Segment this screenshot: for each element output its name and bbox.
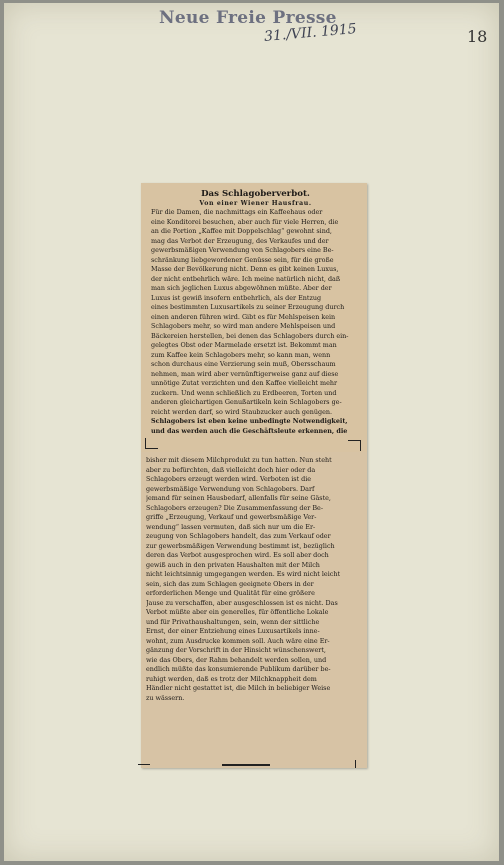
text-line: Schlagobers erzeugen? Die Zusammenfassung der Be-	[146, 503, 323, 512]
newspaper-masthead: Neue Freie Presse	[159, 8, 337, 28]
text-line: zuckern. Und wenn schließlich zu Erdbeeren, Torten und	[151, 388, 337, 397]
text-line: eines bestimmten Luxusartikels zu seiner Erzeugung durch	[151, 303, 345, 311]
text-line: nicht leichtsinnig umgegangen werden. Es wird nicht leicht	[146, 570, 341, 578]
text-line: bisher mit diesem Milchprodukt zu tun hatten. Nun steht	[146, 456, 332, 464]
text-line: sein, sich das zum Schlagen geeignete Obers in der	[146, 579, 314, 588]
text-line: gewiß auch in den privaten Haushalten mit der Milch	[146, 560, 320, 569]
handwritten-date: 31./VII. 1915	[263, 20, 358, 46]
text-line: Bäckereien herstellen, bei denen das Schlagobers durch ein-	[151, 331, 349, 340]
text-line: gänzung der Vorschrift in der Hinsicht wünschenswert,	[146, 646, 326, 654]
text-line: schränkung liebgewordener Genüsse sein, für die große	[151, 255, 334, 264]
text-line: Händler nicht gestattet ist, die Milch in beliebiger Weise	[146, 684, 331, 692]
text-line: aber zu befürchten, daß vielleicht doch hier oder da	[146, 465, 316, 474]
text-line: zur gewerbsmäßigen Verwendung bestimmt ist, bezüglich	[146, 541, 335, 550]
text-line: wendung“ lassen vermuten, daß sich nur um die Er-	[146, 522, 316, 531]
end-mark-left	[138, 764, 150, 766]
newspaper-clipping	[141, 183, 367, 768]
text-line: der nicht entbehrlich wäre. Ich meine natürlich nicht, daß	[151, 274, 341, 283]
text-line: nehmen, man wird aber vernünftigerweise ganz auf diese	[151, 369, 339, 378]
text-line: endlich müßte das konsumierende Publikum darüber be-	[146, 665, 331, 673]
text-line: einen anderen führen wird. Gibt es für Mehlspeisen kein	[151, 312, 336, 321]
text-line: an die Portion „Kaffee mit Doppelschlag“ gewohnt sind,	[151, 227, 332, 235]
text-line: Für die Damen, die nachmittags ein Kaffeehaus oder	[151, 208, 323, 216]
article-end-rule	[222, 764, 270, 766]
text-line: Schlagobers erzeugt werden wird. Verboten ist die	[146, 475, 312, 483]
text-line: erforderlichen Menge und Qualität für eine größere	[146, 589, 315, 597]
text-line: mag das Verbot der Erzeugung, des Verkaufes und der	[151, 236, 329, 245]
text-line: gewerbsmäßigen Verwendung von Schlagobers eine Be-	[151, 246, 334, 254]
clipping-part-two	[141, 452, 367, 768]
text-line: Schlagobers mehr, so wird man andere Mehlspeisen und	[151, 322, 336, 330]
article-column-one	[151, 208, 360, 417]
text-line: Schlagobers ist eben keine unbedingte Notwendigkeit,	[151, 417, 348, 425]
text-line: unnötige Zutat verzichten und den Kaffee vielleicht mehr	[151, 379, 338, 387]
text-line: reicht werden darf, so wird Staubzucker auch genügen.	[151, 407, 333, 416]
article-column-two	[146, 456, 360, 703]
text-line: schon durchaus eine Verzierung sein muß, Obersschaum	[151, 360, 336, 368]
text-line: Verbot müßte aber ein generelles, für öffentliche Lokale	[146, 608, 329, 616]
text-line: ruhigt werden, daß es trotz der Milchknappheit dem	[146, 674, 317, 683]
text-line: man sich jeglichen Luxus abgewöhnen müßte. Aber der	[151, 284, 332, 292]
text-line: Ernst, der einer Entziehung eines Luxusartikels inne-	[146, 627, 320, 635]
clipping-part-one	[141, 183, 367, 440]
text-line: deren das Verbot ausgesprochen wird. Es soll aber doch	[146, 551, 329, 559]
article-byline: Von einer Wiener Hausfrau.	[199, 200, 312, 207]
article-title: Das Schlagoberverbot.	[201, 189, 310, 199]
text-line: wie das Obers, der Rahm behandelt werden sollen, und	[146, 655, 327, 664]
text-line: anderen gleichartigen Genußartikeln kein Schlagobers ge-	[151, 398, 342, 406]
page-number: 18	[467, 27, 488, 46]
text-line: griffe „Erzeugung, Verkauf und gewerbsmäßige Ver-	[146, 513, 317, 521]
text-line: zum Kaffee kein Schlagobers mehr, so kann man, wenn	[151, 350, 331, 359]
text-line: zeugung von Schlagobers handelt, das zum Verkauf oder	[146, 532, 331, 540]
article-emphasis	[151, 417, 360, 436]
text-line: wohnt, zum Ausdrucke kommen soll. Auch wäre eine Er-	[146, 636, 330, 645]
text-line: und das werden auch die Geschäftsleute erkennen, die	[151, 426, 348, 435]
cut-mark-left	[145, 438, 158, 449]
text-line: Jause zu verschaffen, aber ausgeschlossen ist es nicht. Das	[146, 598, 338, 607]
text-line: zu wässern.	[146, 693, 185, 702]
text-line: gewerbsmäßige Verwendung von Schlagobers. Darf	[146, 484, 315, 493]
text-line: Masse der Bevölkerung nicht. Denn es gibt keinen Luxus,	[151, 265, 339, 273]
text-line: gelegtes Obst oder Marmelade ersetzt ist. Bekommt man	[151, 341, 337, 349]
end-mark-right	[355, 760, 357, 768]
text-line: eine Konditorei besuchen, aber auch für viele Herren, die	[151, 217, 339, 226]
text-line: Luxus ist gewiß insofern entbehrlich, als der Entzug	[151, 293, 322, 302]
text-line: und für Privathaushaltungen, sein, wenn der sittliche	[146, 617, 320, 626]
cut-mark-right	[348, 440, 361, 451]
text-line: jemand für seinen Hausbedarf, allenfalls für seine Gäste,	[146, 494, 331, 502]
